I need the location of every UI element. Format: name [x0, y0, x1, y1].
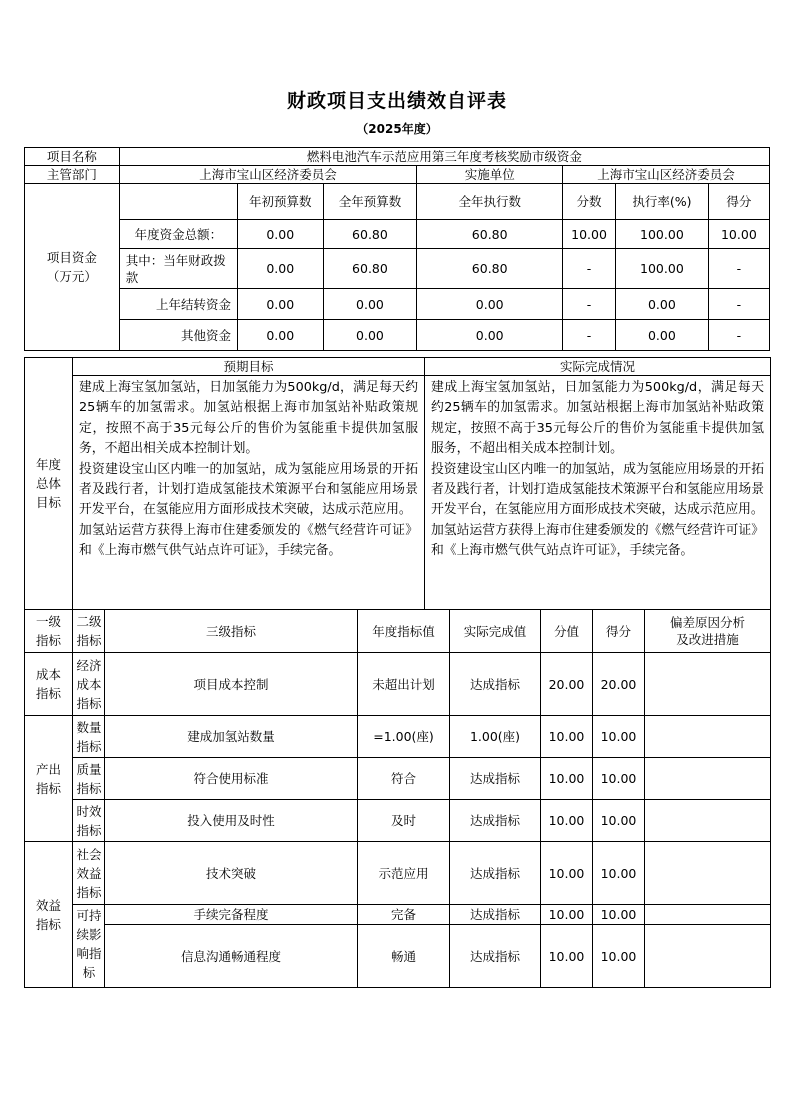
funds-header: 得分: [708, 184, 769, 220]
indicator-actual: 达成指标: [450, 800, 541, 842]
indicator-note: [645, 716, 771, 758]
header-actual: 实际完成值: [450, 610, 541, 653]
indicators-table: [24, 609, 771, 988]
indicator-actual: 1.00(座): [450, 716, 541, 758]
expected-goal-text: [73, 376, 425, 610]
indicator-score: 10.00: [593, 842, 645, 905]
indicator-score: 10.00: [593, 905, 645, 925]
header-deviation-text: 偏差原因分析及改进措施: [669, 615, 745, 647]
funds-cell: -: [708, 249, 769, 289]
indicator-name: 建成加氢站数量: [105, 716, 358, 758]
indicator-weight: 10.00: [541, 925, 593, 988]
funds-header: 执行率(%): [616, 184, 709, 220]
indicator-note: [645, 758, 771, 800]
indicator-actual: 达成指标: [450, 758, 541, 800]
indicator-weight: 10.00: [541, 758, 593, 800]
funds-cell: 0.00: [237, 249, 323, 289]
funds-cell: 10.00: [563, 220, 616, 249]
indicator-note: [645, 925, 771, 988]
indicator-score: 10.00: [593, 716, 645, 758]
expected-goal-header: 预期目标: [73, 358, 425, 376]
header-weight: 分值: [541, 610, 593, 653]
funds-cell: 10.00: [708, 220, 769, 249]
goal-paragraph: 投资建设宝山区内唯一的加氢站，成为氢能应用场景的开拓者及践行者，计划打造成氢能技术策源平台和氢能应用场景开发平台，在氢能应用方面形成技术突破，达成示范应用。: [431, 461, 764, 518]
level2-cell: [73, 653, 105, 716]
level1-text: 产出指标: [35, 761, 61, 796]
dept-value: 上海市宝山区经济委员会: [119, 166, 417, 184]
report-title: 财政项目支出绩效自评表: [286, 90, 507, 112]
goals-label-text: 年度总体目标: [35, 457, 61, 510]
indicator-target: 未超出计划: [358, 653, 450, 716]
indicator-score: 10.00: [593, 758, 645, 800]
funds-cell: -: [563, 289, 616, 320]
indicator-target: 示范应用: [358, 842, 450, 905]
indicator-weight: 10.00: [541, 905, 593, 925]
funds-cell: -: [708, 320, 769, 351]
goal-paragraph: 建成上海宝氢加氢站，日加氢能力为500kg/d，满足每天约25辆车的加氢需求。加氢站根据上海市加氢站补贴政策规定，按照不高于35元每公斤的售价为氢能重卡提供加氢服务，不超出相关成本控制计划。: [431, 380, 764, 457]
indicator-target: =1.00(座): [358, 716, 450, 758]
level1-text: 效益指标: [35, 897, 61, 932]
goal-paragraph: 加氢站运营方获得上海市住建委颁发的《燃气经营许可证》和《上海市燃气供气站点许可证》，手续完备。: [431, 522, 764, 559]
funds-header-blank: [119, 184, 237, 220]
funds-cell: 0.00: [237, 220, 323, 249]
level1-cell: [25, 842, 73, 988]
funds-cell: 0.00: [323, 320, 417, 351]
funds-row-label: 上年结转资金: [119, 289, 237, 320]
funds-row-label: 其他资金: [119, 320, 237, 351]
goals-label: [25, 358, 73, 610]
indicator-target: 符合: [358, 758, 450, 800]
header-level1: [25, 610, 73, 653]
level2-text: 质量指标: [76, 761, 102, 796]
funds-cell: 0.00: [616, 289, 709, 320]
impl-label: 实施单位: [417, 166, 563, 184]
project-name-label: 项目名称: [25, 148, 120, 166]
level2-text: 社会效益指标: [76, 846, 102, 900]
indicator-name: 技术突破: [105, 842, 358, 905]
indicator-weight: 10.00: [541, 842, 593, 905]
indicator-actual: 达成指标: [450, 925, 541, 988]
header-level2: [73, 610, 105, 653]
funds-cell: 0.00: [237, 320, 323, 351]
indicator-name: 项目成本控制: [105, 653, 358, 716]
goal-paragraph: 投资建设宝山区内唯一的加氢站，成为氢能应用场景的开拓者及践行者，计划打造成氢能技术策源平台和氢能应用场景开发平台，在氢能应用方面形成技术突破，达成示范应用。: [79, 461, 418, 518]
header-level3: 三级指标: [105, 610, 358, 653]
indicator-name: 投入使用及时性: [105, 800, 358, 842]
funds-label: [25, 184, 120, 351]
level2-cell: [73, 800, 105, 842]
indicator-weight: 10.00: [541, 716, 593, 758]
level2-text: 数量指标: [76, 719, 102, 754]
funds-cell: 100.00: [616, 249, 709, 289]
annual-goals-table: [24, 357, 771, 610]
funds-cell: -: [708, 289, 769, 320]
level1-text: 成本指标: [35, 667, 61, 701]
header-score: 得分: [593, 610, 645, 653]
indicator-score: 20.00: [593, 653, 645, 716]
funds-row-label: 其中：当年财政拨款: [119, 249, 237, 289]
header-deviation: [645, 610, 771, 653]
funds-cell: 60.80: [417, 249, 563, 289]
indicator-weight: 10.00: [541, 800, 593, 842]
indicator-actual: 达成指标: [450, 842, 541, 905]
funds-cell: 0.00: [237, 289, 323, 320]
funds-header: 年初预算数: [237, 184, 323, 220]
level1-cell: [25, 653, 73, 716]
indicator-name: 信息沟通畅通程度: [105, 925, 358, 988]
level2-cell: [73, 842, 105, 905]
indicator-score: 10.00: [593, 800, 645, 842]
header-level1-text: 一级指标: [35, 614, 61, 648]
project-name-value: 燃料电池汽车示范应用第三年度考核奖励市级资金: [119, 148, 769, 166]
funds-cell: -: [563, 249, 616, 289]
funds-cell: 60.80: [417, 220, 563, 249]
indicator-note: [645, 905, 771, 925]
funds-cell: -: [563, 320, 616, 351]
indicator-note: [645, 800, 771, 842]
indicator-note: [645, 653, 771, 716]
actual-result-header: 实际完成情况: [425, 358, 771, 376]
funds-cell: 60.80: [323, 220, 417, 249]
funds-cell: 0.00: [616, 320, 709, 351]
funds-label-text: 项目资金（万元）: [46, 250, 97, 284]
indicator-actual: 达成指标: [450, 653, 541, 716]
funds-header: 全年预算数: [323, 184, 417, 220]
indicator-target: 完备: [358, 905, 450, 925]
funds-row-label: 年度资金总额：: [119, 220, 237, 249]
indicator-actual: 达成指标: [450, 905, 541, 925]
level2-cell: [73, 716, 105, 758]
funds-header: 分数: [563, 184, 616, 220]
header-level2-text: 二级指标: [76, 614, 102, 648]
funds-cell: 0.00: [417, 320, 563, 351]
funds-header: 全年执行数: [417, 184, 563, 220]
level2-text: 可持续影响指标: [76, 908, 102, 980]
indicator-note: [645, 842, 771, 905]
level2-cell: [73, 758, 105, 800]
dept-label: 主管部门: [25, 166, 120, 184]
indicator-target: 畅通: [358, 925, 450, 988]
report-year: （2025年度）: [356, 122, 438, 136]
indicator-target: 及时: [358, 800, 450, 842]
level2-cell: [73, 905, 105, 988]
funds-cell: 100.00: [616, 220, 709, 249]
impl-value: 上海市宝山区经济委员会: [563, 166, 770, 184]
funds-cell: 0.00: [417, 289, 563, 320]
goal-paragraph: 建成上海宝氢加氢站，日加氢能力为500kg/d，满足每天约25辆车的加氢需求。加氢站根据上海市加氢站补贴政策规定，按照不高于35元每公斤的售价为氢能重卡提供加氢服务，不超出相关成本控制计划。: [79, 380, 418, 457]
funds-cell: 60.80: [323, 249, 417, 289]
level2-text: 经济成本指标: [76, 657, 102, 711]
indicator-name: 手续完备程度: [105, 905, 358, 925]
actual-result-text: [425, 376, 771, 610]
level1-cell: [25, 716, 73, 842]
project-funds-table: [24, 147, 770, 351]
funds-cell: 0.00: [323, 289, 417, 320]
indicator-score: 10.00: [593, 925, 645, 988]
indicator-weight: 20.00: [541, 653, 593, 716]
level2-text: 时效指标: [76, 803, 102, 838]
indicator-name: 符合使用标准: [105, 758, 358, 800]
header-target: 年度指标值: [358, 610, 450, 653]
goal-paragraph: 加氢站运营方获得上海市住建委颁发的《燃气经营许可证》和《上海市燃气供气站点许可证》，手续完备。: [79, 522, 418, 559]
